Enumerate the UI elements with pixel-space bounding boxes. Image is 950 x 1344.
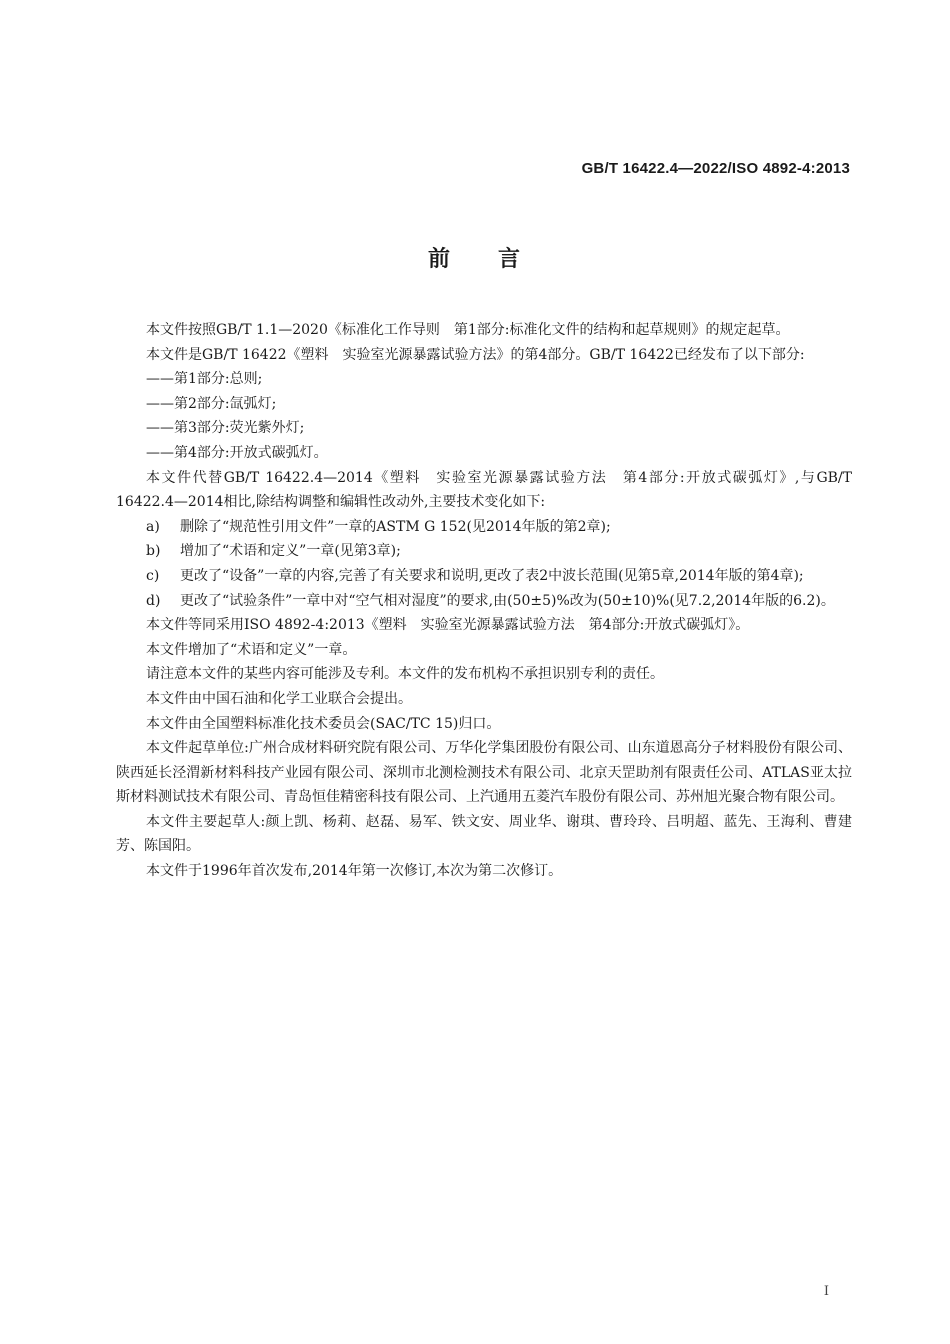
paragraph-jurisdiction: 本文件由全国塑料标准化技术委员会(SAC/TC 15)归口。 bbox=[146, 715, 501, 732]
paragraph-patent-notice: 请注意本文件的某些内容可能涉及专利。本文件的发布机构不承担识别专利的责任。 bbox=[146, 666, 664, 683]
paragraph-added-chapter: 本文件增加了“术语和定义”一章。 bbox=[146, 641, 357, 658]
change-marker-d: d) bbox=[146, 592, 161, 609]
change-marker-a: a) bbox=[146, 518, 160, 535]
paragraph-drafting-rules: 本文件按照GB/T 1.1—2020《标准化工作导则 第1部分:标准化文件的结构和起草规则》的规定起草。 bbox=[146, 322, 790, 338]
change-item-b bbox=[116, 539, 852, 564]
change-marker-b: b) bbox=[146, 543, 161, 560]
paragraph-drafters: 本文件主要起草人:颜上凯、杨莉、赵磊、易军、铁文安、周业华、谢琪、曹玲玲、吕明超、蓝先、王海利、曹建芳、陈国阳。 bbox=[116, 813, 852, 855]
page-title-char-2: 言 bbox=[498, 247, 523, 272]
paragraph-history: 本文件于1996年首次发布,2014年第一次修订,本次为第二次修订。 bbox=[146, 863, 563, 880]
page-number: I bbox=[823, 1284, 829, 1299]
page-title-char-1: 前 bbox=[427, 247, 452, 272]
list-item-part-1: ——第1部分:总则; bbox=[146, 371, 263, 388]
change-text-a: 删除了“规范性引用文件”一章的ASTM G 152(见2014年版的第2章); bbox=[180, 518, 611, 535]
list-item-part-3: ——第3部分:荧光紫外灯; bbox=[146, 420, 305, 437]
change-text-b: 增加了“术语和定义”一章(见第3章); bbox=[180, 543, 401, 560]
change-text-c: 更改了“设备”一章的内容,完善了有关要求和说明,更改了表2中波长范围(见第5章,2014年版的第4章); bbox=[180, 567, 804, 584]
foreword-body bbox=[116, 318, 852, 884]
page-title bbox=[0, 242, 950, 273]
standard-code: GB/T 16422.4—2022/ISO 4892-4:2013 bbox=[581, 160, 850, 177]
paragraph-proposed-by: 本文件由中国石油和化学工业联合会提出。 bbox=[146, 690, 412, 707]
change-item-d bbox=[116, 589, 852, 614]
change-text-d: 更改了“试验条件”一章中对“空气相对湿度”的要求,由(50±5)%改为(50±10)%(见7.2,2014年版的6.2)。 bbox=[180, 592, 835, 609]
paragraph-identical-adoption: 本文件等同采用ISO 4892-4:2013《塑料 实验室光源暴露试验方法 第4部分:开放式碳弧灯》。 bbox=[146, 617, 750, 634]
change-item-c bbox=[116, 564, 852, 589]
paragraph-drafting-units: 本文件起草单位:广州合成材料研究院有限公司、万华化学集团股份有限公司、山东道恩高分子材料股份有限公司、陕西延长泾渭新材料科技产业园有限公司、深圳市北测检测技术有限公司、北京天罡助剂有限责任公司、ATLAS亚太拉斯材料测试技术有限公司、青岛恒佳精密科技有限公司、上汽通用五菱汽车股份有限公司、苏州旭光聚合物有限公司。 bbox=[116, 740, 852, 806]
paragraph-replaces: 本文件代替GB/T 16422.4—2014《塑料 实验室光源暴露试验方法 第4部分:开放式碳弧灯》,与GB/T 16422.4—2014相比,除结构调整和编辑性改动外,主要技术变化如下: bbox=[116, 469, 852, 511]
list-item-part-4: ——第4部分:开放式碳弧灯。 bbox=[146, 444, 328, 461]
change-marker-c: c) bbox=[146, 567, 160, 584]
list-item-part-2: ——第2部分:氙弧灯; bbox=[146, 395, 277, 412]
paragraph-part-of-series: 本文件是GB/T 16422《塑料 实验室光源暴露试验方法》的第4部分。GB/T 16422已经发布了以下部分: bbox=[146, 346, 805, 363]
change-item-a bbox=[116, 515, 852, 540]
